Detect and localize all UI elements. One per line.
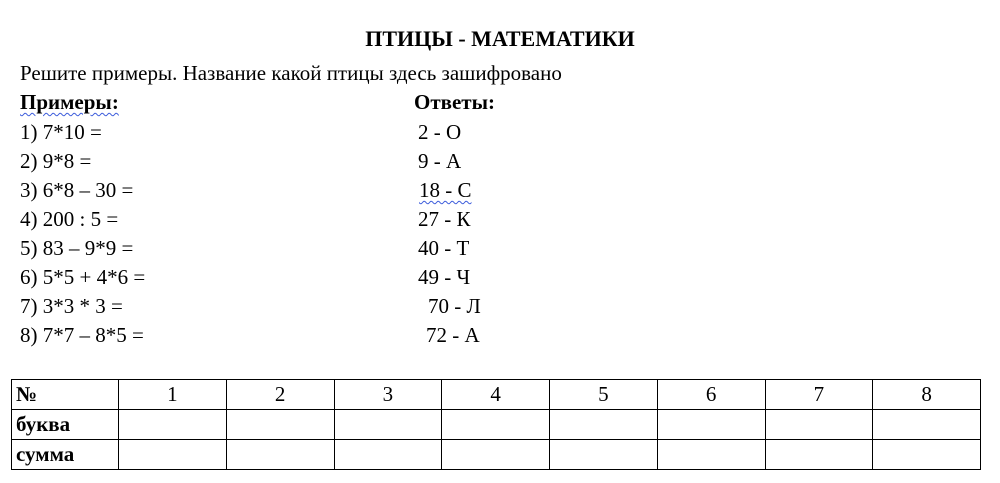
- letter-cell-6[interactable]: [657, 410, 765, 440]
- grid-sum-label: сумма: [12, 440, 119, 470]
- letter-cell-1[interactable]: [119, 410, 227, 440]
- sum-cell-4[interactable]: [442, 440, 550, 470]
- letter-cell-8[interactable]: [873, 410, 981, 440]
- grid-letter-row: [12, 410, 981, 440]
- answer-item: 72 - А: [426, 323, 480, 347]
- examples-header: [20, 89, 119, 115]
- answers-header: Ответы:: [414, 90, 496, 114]
- grid-column-4: 4: [442, 380, 550, 410]
- sum-cell-1[interactable]: [119, 440, 227, 470]
- letter-cell-3[interactable]: [334, 410, 442, 440]
- sum-cell-5[interactable]: [550, 440, 658, 470]
- grid-column-8: 8: [873, 380, 981, 410]
- sum-cell-3[interactable]: [334, 440, 442, 470]
- examples-header-label: Примеры:: [20, 90, 119, 114]
- grid-letter-label: буква: [12, 410, 119, 440]
- grid-column-5: 5: [550, 380, 658, 410]
- sum-cell-8[interactable]: [873, 440, 981, 470]
- letter-cell-4[interactable]: [442, 410, 550, 440]
- answer-item: 70 - Л: [428, 294, 481, 318]
- answer-item: 49 - Ч: [418, 265, 471, 289]
- grid-column-3: 3: [334, 380, 442, 410]
- answer-item: 27 - К: [418, 207, 471, 231]
- examples-list: [20, 118, 145, 350]
- answer-grid: [11, 379, 981, 470]
- answer-item: 2 - О: [418, 120, 462, 144]
- letter-cell-2[interactable]: [226, 410, 334, 440]
- example-item: 7) 3*3 * 3 =: [20, 294, 123, 318]
- sum-cell-7[interactable]: [765, 440, 873, 470]
- grid-column-6: 6: [657, 380, 765, 410]
- answer-item: [418, 176, 481, 205]
- example-item: 3) 6*8 – 30 =: [20, 178, 134, 202]
- answers-list: [418, 118, 481, 350]
- example-item: 8) 7*7 – 8*5 =: [20, 323, 144, 347]
- grid-header-row: [12, 380, 981, 410]
- example-item: 1) 7*10 =: [20, 120, 102, 144]
- example-item: 2) 9*8 =: [20, 149, 92, 173]
- grid-column-1: 1: [119, 380, 227, 410]
- grid-number-label: №: [12, 380, 119, 410]
- grid-column-7: 7: [765, 380, 873, 410]
- letter-cell-5[interactable]: [550, 410, 658, 440]
- page-title: ПТИЦЫ - МАТЕМАТИКИ: [365, 26, 635, 51]
- answer-item-label: 18 - С: [419, 178, 472, 202]
- sum-cell-2[interactable]: [226, 440, 334, 470]
- answer-item: 40 - Т: [418, 236, 470, 260]
- example-item: 5) 83 – 9*9 =: [20, 236, 134, 260]
- sum-cell-6[interactable]: [657, 440, 765, 470]
- grid-sum-row: [12, 440, 981, 470]
- grid-column-2: 2: [226, 380, 334, 410]
- instruction-text: Решите примеры. Название какой птицы здесь зашифровано: [20, 61, 562, 85]
- letter-cell-7[interactable]: [765, 410, 873, 440]
- example-item: 4) 200 : 5 =: [20, 207, 119, 231]
- example-item: 6) 5*5 + 4*6 =: [20, 265, 146, 289]
- answer-item: 9 - А: [418, 149, 462, 173]
